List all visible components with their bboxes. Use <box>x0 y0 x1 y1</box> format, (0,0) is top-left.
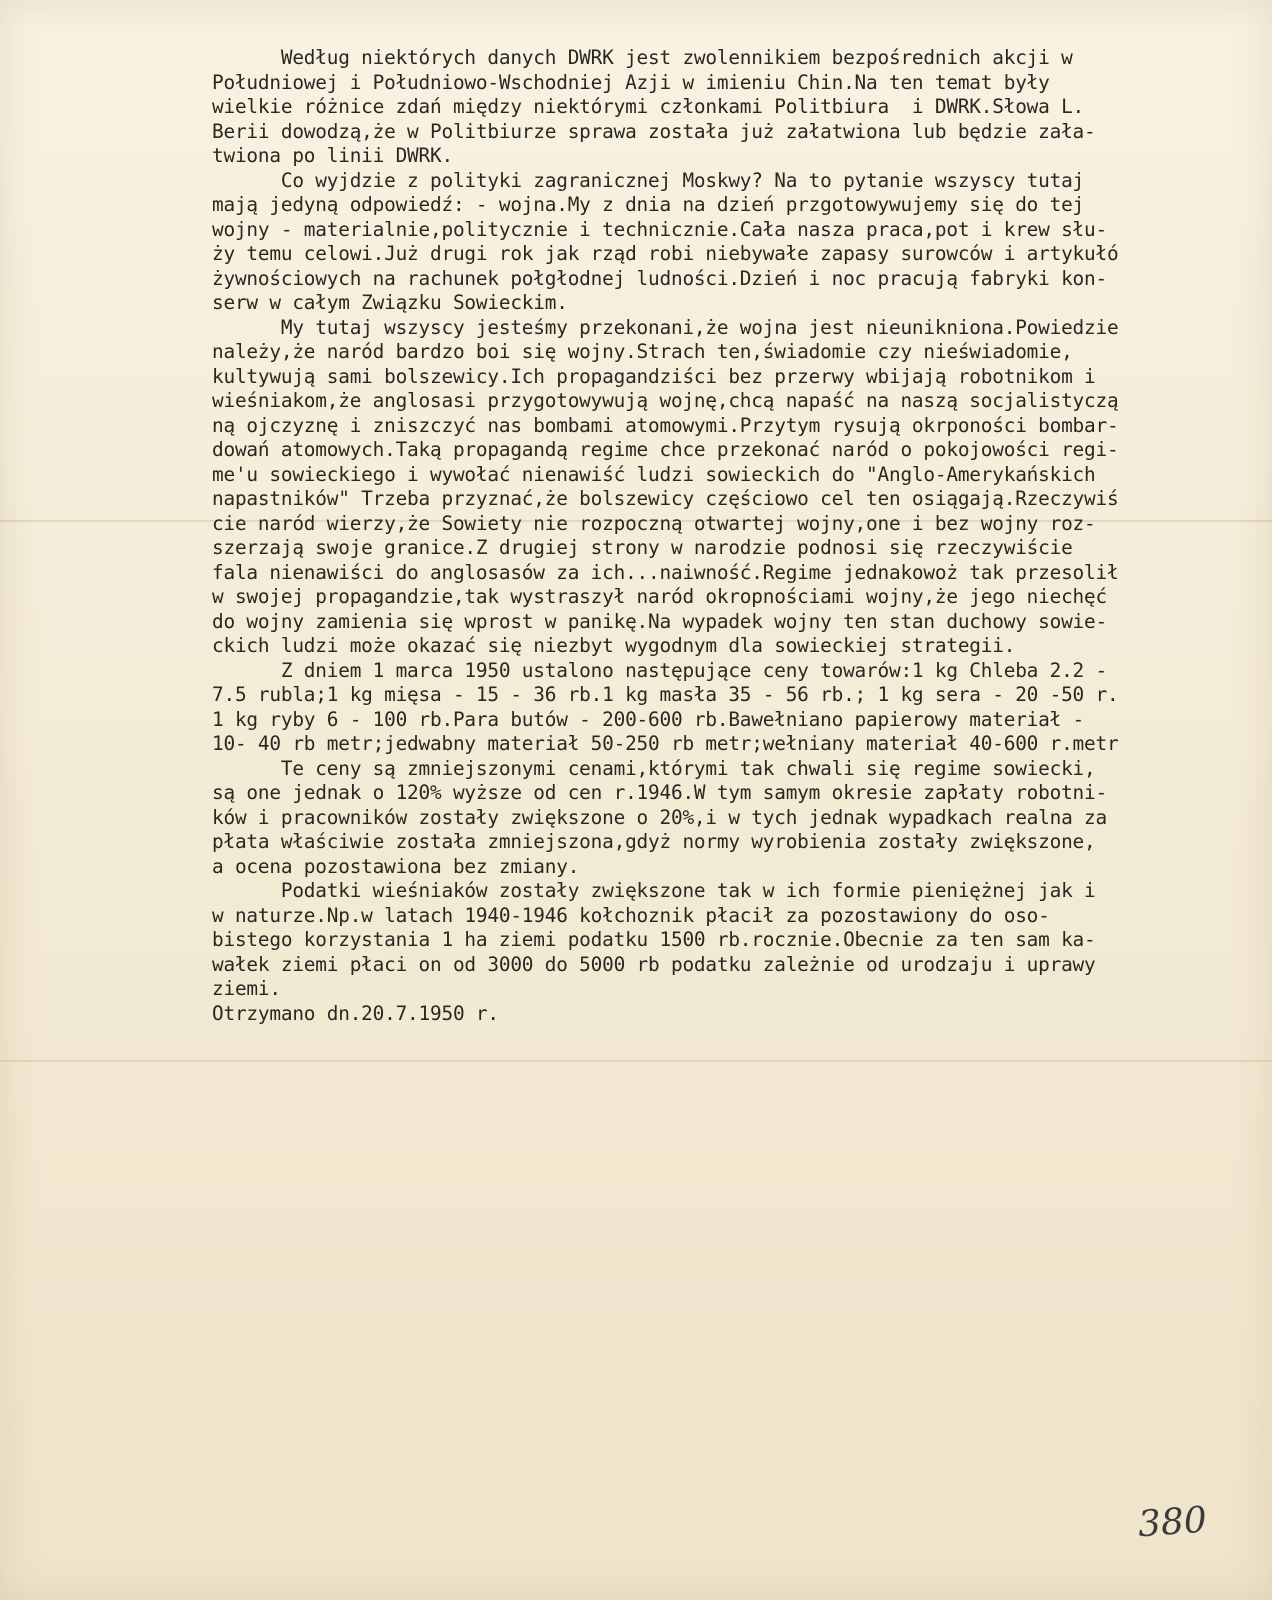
text-line: ckich ludzi może okazać się niezbyt wygodnym dla sowieckiej strategii. <box>212 634 1016 657</box>
text-line: ków i pracowników zostały zwiększone o 20%,i w tych jednak wypadkach realna za <box>212 805 1107 829</box>
text-line: twiona po linii DWRK. <box>212 144 453 167</box>
text-line: wojny - materialnie,politycznie i technicznie.Cała nasza praca,pot i krew słu- <box>212 217 1107 241</box>
text-line: płata właściwie została zmniejszona,gdyż normy wyrobienia zostały zwiększone, <box>212 830 1096 853</box>
text-line: w naturze.Np.w latach 1940-1946 kołchoznik płacił za pozostawiony do oso- <box>212 903 1050 927</box>
text-line: bistego korzystania 1 ha ziemi podatku 1500 rb.rocznie.Obecnie za ten sam ka- <box>212 928 1096 951</box>
text-line: My tutaj wszyscy jesteśmy przekonani,że wojna jest nieunikniona.Powiedzie <box>212 315 1119 339</box>
text-line: napastników" Trzeba przyznać,że bolszewicy częściowo cel ten osiągają.Rzeczywiś <box>212 487 1119 510</box>
text-line: dowań atomowych.Taką propagandą regime chce przekonać naród o pokojowości regi- <box>212 438 1119 461</box>
text-line: szerzają swoje granice.Z drugiej strony w narodzie podnosi się rzeczywiście <box>212 536 1073 559</box>
typewritten-text <box>212 46 1222 1026</box>
text-line: wieśniakom,że anglosasi przygotowywują wojnę,chcą napaść na naszą socjalistyczą <box>212 389 1119 412</box>
text-line: do wojny zamienia się wprost w panikę.Na wypadek wojny ten stan duchowy sowie- <box>212 609 1107 633</box>
text-line: ży temu celowi.Już drugi rok jak rząd robi niebywałe zapasy surowców i artykułó <box>212 242 1119 265</box>
text-line: Z dniem 1 marca 1950 ustalono następujące ceny towarów:1 kg Chleba 2.2 - <box>212 658 1107 682</box>
text-line: ną ojczyznę i zniszczyć nas bombami atomowymi.Przytym rysują okrponości bombar- <box>212 413 1119 437</box>
text-line: ziemi. <box>212 977 281 1000</box>
text-line: Podatki wieśniaków zostały zwiększone tak w ich formie pieniężnej jak i <box>212 879 1096 902</box>
paper-fold <box>0 1060 1272 1062</box>
text-line: w swojej propagandzie,tak wystraszył naród okropnościami wojny,że jego niechęć <box>212 585 1107 608</box>
text-line: Według niektórych danych DWRK jest zwolennikiem bezpośrednich akcji w <box>212 46 1073 69</box>
text-line: me'u sowieckiego i wywołać nienawiść ludzi sowieckich do "Anglo-Amerykańskich <box>212 462 1096 486</box>
text-line: 1 kg ryby 6 - 100 rb.Para butów - 200-600 rb.Bawełniano papierowy materiał - <box>212 707 1085 731</box>
text-line: Te ceny są zmniejszonymi cenami,którymi tak chwali się regime sowiecki, <box>212 756 1096 780</box>
text-line: wałek ziemi płaci on od 3000 do 5000 rb podatku zależnie od urodzaju i uprawy <box>212 952 1096 976</box>
handwritten-page-number: 380 <box>1136 1499 1209 1546</box>
text-line: cie naród wierzy,że Sowiety nie rozpoczną otwartej wojny,one i bez wojny roz- <box>212 511 1096 535</box>
text-line: wielkie różnice zdań między niektórymi członkami Politbiura i DWRK.Słowa L. <box>212 95 1085 118</box>
text-line: żywnościowych na rachunek połgłodnej ludności.Dzień i noc pracują fabryki kon- <box>212 266 1107 290</box>
text-line: mają jedyną odpowiedź: - wojna.My z dnia na dzień przgotowywujemy się do tej <box>212 193 1085 216</box>
text-line: Otrzymano dn.20.7.1950 r. <box>212 1001 499 1025</box>
text-line: fala nienawiści do anglosasów za ich...naiwność.Regime jednakowoż tak przesolił <box>212 560 1119 584</box>
text-line: serw w całym Związku Sowieckim. <box>212 291 568 314</box>
text-line: Co wyjdzie z polityki zagranicznej Moskwy? Na to pytanie wszyscy tutaj <box>212 168 1085 192</box>
text-line: Południowej i Południowo-Wschodniej Azji w imieniu Chin.Na ten temat były <box>212 70 1050 94</box>
text-line: Berii dowodzą,że w Politbiurze sprawa została już załatwiona lub będzie zała- <box>212 119 1096 143</box>
text-line: kultywują sami bolszewicy.Ich propagandziści bez przerwy wbijają robotnikom i <box>212 364 1096 388</box>
text-line: są one jednak o 120% wyższe od cen r.1946.W tym samym okresie zapłaty robotni- <box>212 781 1107 804</box>
text-line: a ocena pozostawiona bez zmiany. <box>212 854 580 878</box>
text-line: 10- 40 rb metr;jedwabny materiał 50-250 rb metr;wełniany materiał 40-600 r.metr <box>212 732 1119 755</box>
text-line: należy,że naród bardzo boi się wojny.Strach ten,świadomie czy nieświadomie, <box>212 340 1073 363</box>
text-line: 7.5 rubla;1 kg mięsa - 15 - 36 rb.1 kg masła 35 - 56 rb.; 1 kg sera - 20 -50 r. <box>212 683 1119 706</box>
